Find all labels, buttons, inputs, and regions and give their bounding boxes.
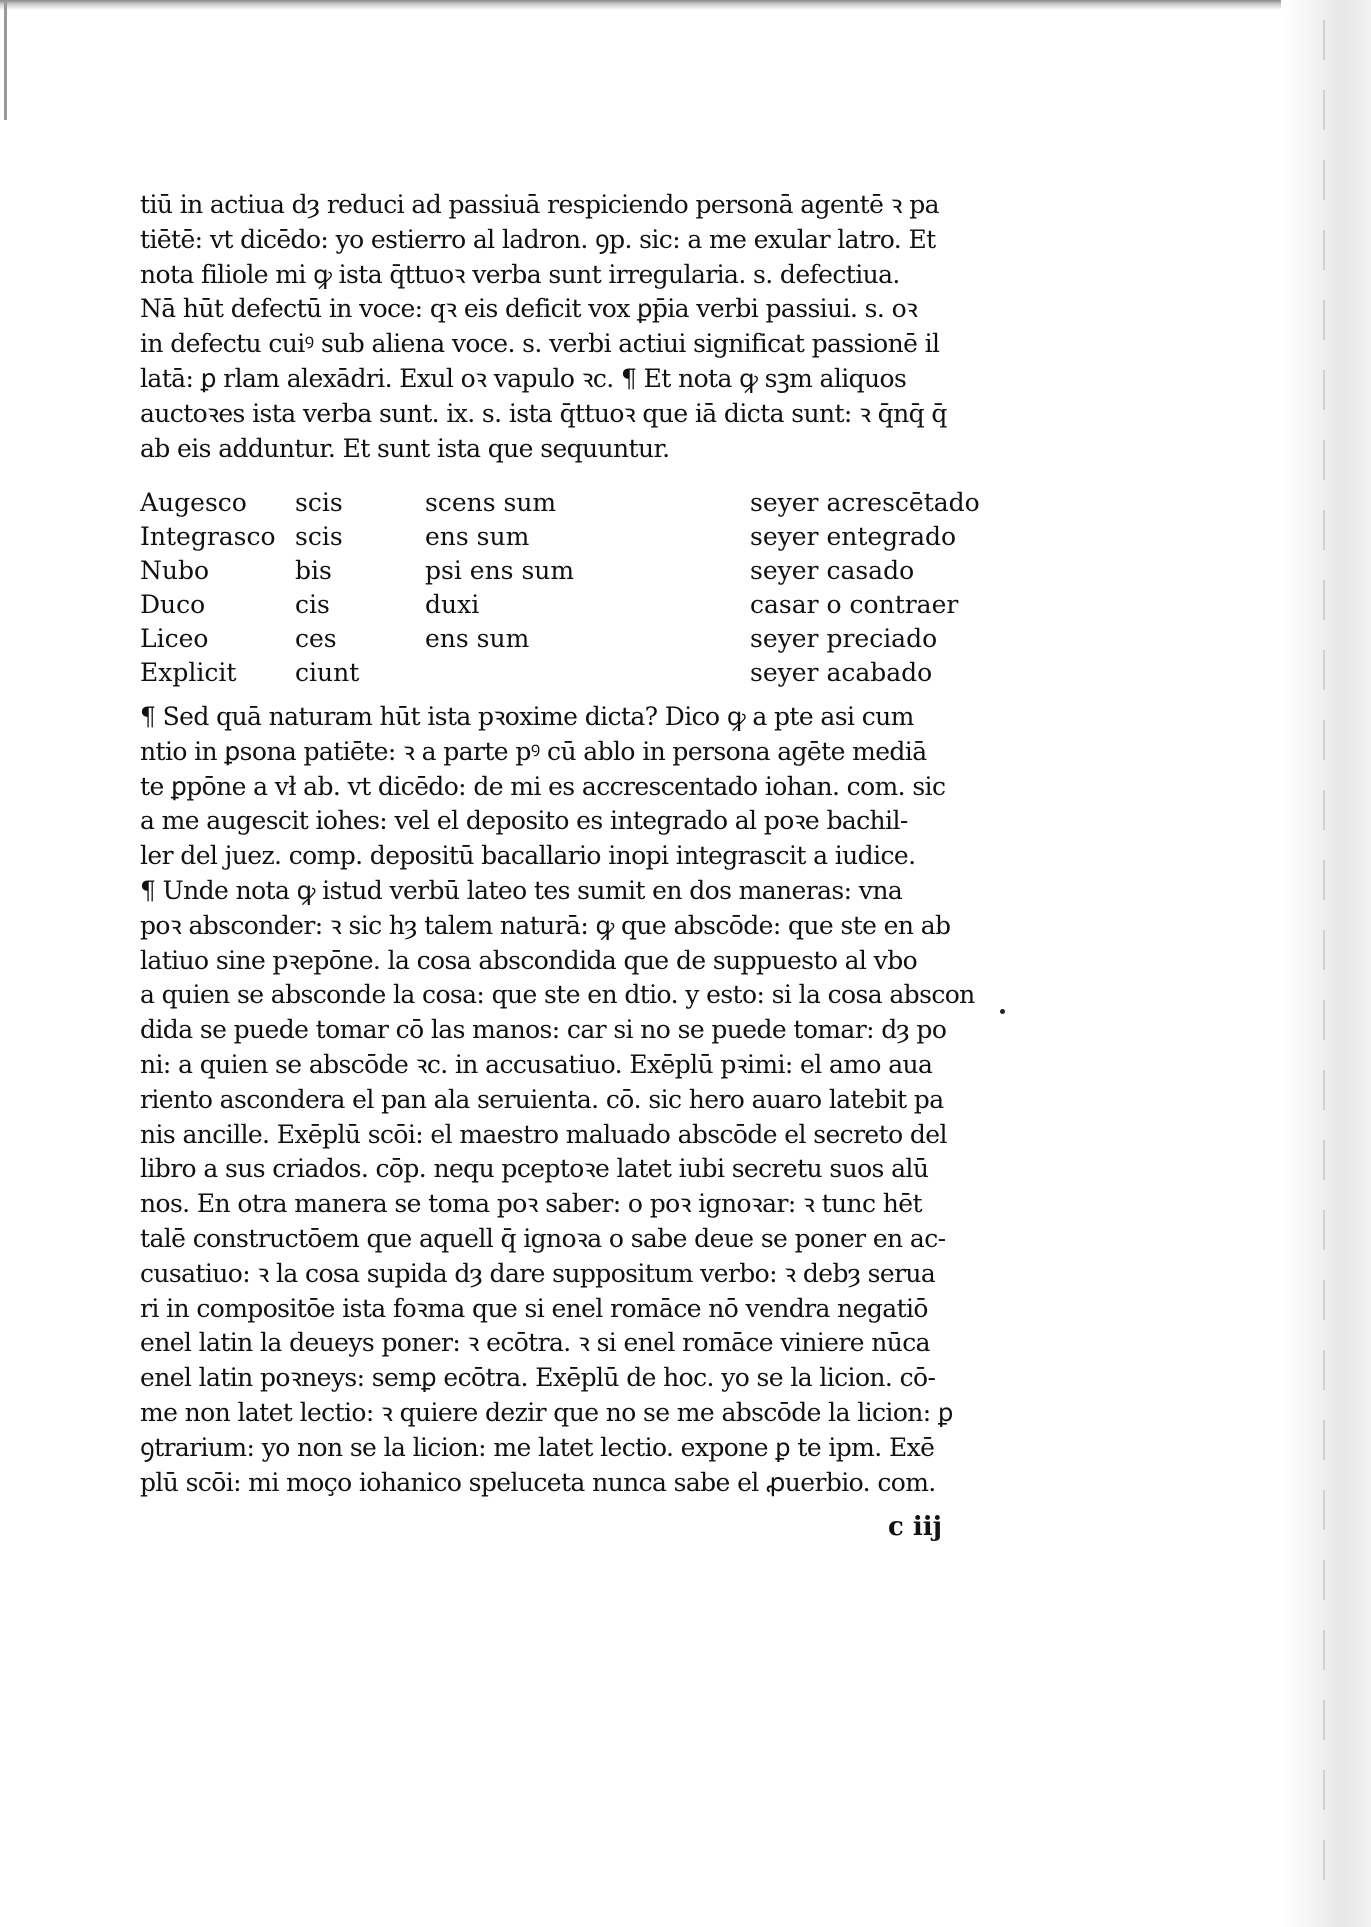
verb-form-3: psi ens sum bbox=[425, 556, 575, 585]
text-line: ¶ Sed quā naturam hūt ista pꝛoxime dicta? Dico ꝙ a pte asi cum bbox=[140, 702, 914, 731]
verb-form-2: ces bbox=[295, 624, 337, 653]
text-line: ri in compositōe ista foꝛma que si enel romāce nō vendra negatiō bbox=[140, 1293, 928, 1323]
text-line: cusatiuo: ꝛ la cosa supida dȝ dare suppositum verbo: ꝛ debȝ serua bbox=[140, 1258, 936, 1288]
verb-form-3: scens sum bbox=[425, 488, 557, 517]
text-line: riento ascondera el pan ala seruienta. cō. sic hero auaro latebit pa bbox=[140, 1084, 944, 1114]
text-line: ntio in ꝑsona patiēte: ꝛ a parte pꝰ cū ablo in persona agēte mediā bbox=[140, 736, 927, 766]
text-line: ab eis adduntur. Et sunt ista que sequuntur. bbox=[140, 433, 670, 463]
text-line: latiuo sine pꝛepōne. la cosa abscondida que de suppuesto al vbo bbox=[140, 945, 918, 975]
text-line: poꝛ absconder: ꝛ sic hȝ talem naturā: ꝙ que abscōde: que ste en ab bbox=[140, 910, 951, 940]
verb-form-2: scis bbox=[295, 522, 343, 551]
text-line: tiū in actiua dȝ reduci ad passiuā respiciendo personā agentē ꝛ pa bbox=[140, 190, 939, 219]
verb-lemma: Nubo bbox=[140, 556, 210, 585]
text-line: nos. En otra manera se toma poꝛ saber: o poꝛ ignoꝛar: ꝛ tunc hēt bbox=[140, 1189, 922, 1219]
verb-form-3: ens sum bbox=[425, 522, 530, 551]
text-line: nis ancille. Exēplū scōi: el maestro maluado abscōde el secreto del bbox=[140, 1119, 947, 1149]
verb-gloss: casar o contraer bbox=[750, 590, 959, 619]
text-line: dida se puede tomar cō las manos: car si no se puede tomar: dȝ po bbox=[140, 1015, 947, 1045]
verb-lemma: Duco bbox=[140, 590, 206, 619]
verb-row bbox=[140, 522, 1000, 556]
verb-lemma: Liceo bbox=[140, 624, 209, 653]
verb-gloss: seyer casado bbox=[750, 556, 915, 585]
text-line: enel latin poꝛneys: semꝑ ecōtra. Exēplū de hoc. yo se la licion. cō- bbox=[140, 1363, 936, 1393]
paragraph-1 bbox=[140, 188, 985, 466]
text-line: talē constructōem que aquell q̄ ignoꝛa o sabe deue se poner en ac- bbox=[140, 1223, 946, 1253]
left-binding-mark bbox=[4, 0, 7, 120]
paragraph-2 bbox=[140, 700, 985, 1500]
text-line: libro a sus criados. cōp. nequ pceptoꝛe latet iubi secretu suos alū bbox=[140, 1154, 929, 1184]
verb-form-2: ciunt bbox=[295, 658, 360, 687]
right-gutter-shadow bbox=[1281, 0, 1371, 1927]
verb-row bbox=[140, 658, 1000, 692]
text-line: a me augescit iohes: vel el deposito es integrado al poꝛe bachil- bbox=[140, 806, 908, 836]
text-line: a quien se absconde la cosa: que ste en dtio. y esto: si la cosa abscon bbox=[140, 980, 975, 1010]
verb-row bbox=[140, 624, 1000, 658]
verb-row bbox=[140, 488, 1000, 522]
verb-row bbox=[140, 556, 1000, 590]
verb-form-2: cis bbox=[295, 590, 330, 619]
text-line: in defectu cuiꝰ sub aliena voce. s. verbi actiui significat passionē il bbox=[140, 329, 940, 359]
text-line: te ꝑpōne a vł ab. vt dicēdo: de mi es accrescentado iohan. com. sic bbox=[140, 771, 946, 801]
verb-gloss: seyer acrescētado bbox=[750, 488, 980, 517]
text-line: tiētē: vt dicēdo: yo estierro al ladron. ꝯp. sic: a me exular latro. Et bbox=[140, 224, 936, 254]
verb-lemma: Augesco bbox=[140, 488, 247, 517]
verb-row bbox=[140, 590, 1000, 624]
text-line: ꝯtrarium: yo non se la licion: me latet lectio. expone ꝑ te ipm. Exē bbox=[140, 1432, 935, 1462]
text-line: ler del juez. comp. depositū bacallario inopi integrascit a iudice. bbox=[140, 841, 916, 871]
verb-form-2: scis bbox=[295, 488, 343, 517]
text-line: Nā hūt defectū in voce: qꝛ eis deficit vox ꝑp̄ia verbi passiui. s. oꝛ bbox=[140, 294, 918, 324]
verb-gloss: seyer preciado bbox=[750, 624, 938, 653]
verb-gloss: seyer acabado bbox=[750, 658, 933, 687]
text-line: auctoꝛes ista verba sunt. ix. s. ista q̄ttuoꝛ que iā dicta sunt: ꝛ q̄nq̄ q̄ bbox=[140, 398, 947, 428]
verb-form-3: ens sum bbox=[425, 624, 530, 653]
text-line: nota filiole mi ꝙ ista q̄ttuoꝛ verba sunt irregularia. s. defectiua. bbox=[140, 259, 900, 289]
text-line: plū scōi: mi moço iohanico speluceta nunca sabe el ꝓuerbio. com. bbox=[140, 1467, 936, 1497]
signature-mark: c iij bbox=[888, 1512, 943, 1542]
verb-gloss: seyer entegrado bbox=[750, 522, 957, 551]
verb-form-2: bis bbox=[295, 556, 332, 585]
verb-lemma: Explicit bbox=[140, 658, 237, 687]
text-line: ni: a quien se abscōde ꝛc. in accusatiuo. Exēplū pꝛimi: el amo aua bbox=[140, 1049, 933, 1079]
gutter-line bbox=[1323, 20, 1325, 1900]
text-line: enel latin la deueys poner: ꝛ ecōtra. ꝛ si enel romāce viniere nūca bbox=[140, 1328, 930, 1358]
verb-table bbox=[140, 488, 1000, 703]
verb-lemma: Integrasco bbox=[140, 522, 276, 551]
ink-speck bbox=[1000, 1009, 1005, 1014]
text-line: ¶ Unde nota ꝙ istud verbū lateo tes sumit en dos maneras: vna bbox=[140, 875, 903, 905]
verb-form-3: duxi bbox=[425, 590, 480, 619]
page-top-edge bbox=[0, 0, 1371, 10]
text-line: me non latet lectio: ꝛ quiere dezir que no se me abscōde la licion: ꝑ bbox=[140, 1397, 953, 1427]
text-line: latā: ꝑ rlam alexādri. Exul oꝛ vapulo ꝛc. ¶ Et nota ꝙ sꝫm aliquos bbox=[140, 363, 907, 393]
